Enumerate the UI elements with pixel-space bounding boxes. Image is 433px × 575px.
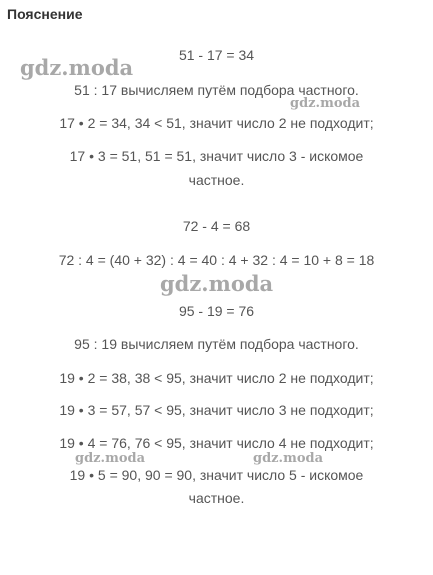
watermark: gdz.moda: [290, 96, 361, 111]
solution-line: 19 • 5 = 90, 90 = 90, значит число 5 - искомое: [69, 467, 364, 483]
watermark: gdz.moda: [253, 451, 324, 466]
solution-line: 17 • 2 = 34, 34 < 51, значит число 2 не подходит;: [59, 115, 374, 131]
section-heading: Пояснение: [7, 6, 83, 22]
solution-line: 51 - 17 = 34: [178, 47, 255, 63]
watermark: gdz.moda: [20, 55, 134, 80]
solution-line: 95 - 19 = 76: [178, 303, 255, 319]
watermark: gdz.moda: [75, 451, 146, 466]
watermark: gdz.moda: [160, 271, 274, 296]
solution-line: 95 : 19 вычисляем путём подбора частного.: [74, 336, 359, 352]
solution-line: частное.: [188, 490, 245, 506]
solution-line: 19 • 3 = 57, 57 < 95, значит число 3 не подходит;: [59, 402, 374, 418]
solution-line: 72 : 4 = (40 + 32) : 4 = 40 : 4 + 32 : 4 = 10 + 8 = 18: [58, 252, 375, 268]
solution-line: частное.: [188, 172, 245, 188]
solution-line: 19 • 4 = 76, 76 < 95, значит число 4 не подходит;: [59, 435, 374, 451]
solution-line: 19 • 2 = 38, 38 < 95, значит число 2 не подходит;: [59, 370, 374, 386]
solution-line: 51 : 17 вычисляем путём подбора частного.: [74, 82, 359, 98]
solution-line: 17 • 3 = 51, 51 = 51, значит число 3 - искомое: [69, 148, 364, 164]
solution-line: 72 - 4 = 68: [182, 218, 251, 234]
